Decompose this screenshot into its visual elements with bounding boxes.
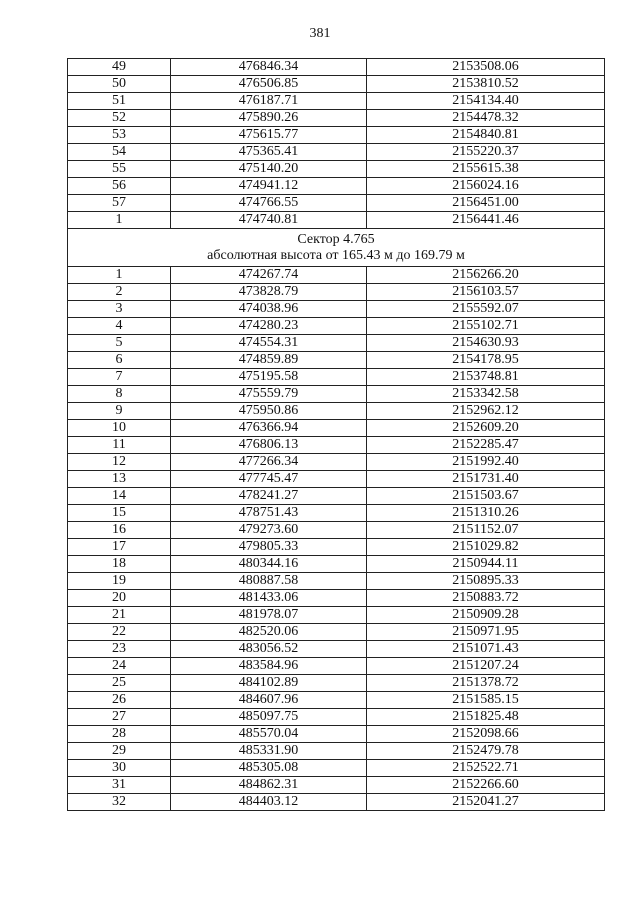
table-row: [68, 403, 605, 420]
point-number-cell: 5: [68, 335, 171, 352]
x-coordinate-cell: 484862.31: [171, 777, 367, 794]
point-number-cell: 15: [68, 505, 171, 522]
y-coordinate-cell: 2152266.60: [367, 777, 605, 794]
point-number-cell: 12: [68, 454, 171, 471]
point-number-cell: 52: [68, 110, 171, 127]
x-coordinate-cell: 483056.52: [171, 641, 367, 658]
y-coordinate-cell: 2151029.82: [367, 539, 605, 556]
point-number-cell: 17: [68, 539, 171, 556]
point-number-cell: 20: [68, 590, 171, 607]
table-row: [68, 505, 605, 522]
table-row: [68, 573, 605, 590]
rows-top: [68, 59, 605, 229]
y-coordinate-cell: 2150909.28: [367, 607, 605, 624]
x-coordinate-cell: 475140.20: [171, 161, 367, 178]
x-coordinate-cell: 476187.71: [171, 93, 367, 110]
x-coordinate-cell: 483584.96: [171, 658, 367, 675]
section-subtitle: абсолютная высота от 165.43 м до 169.79 м: [207, 247, 465, 263]
x-coordinate-cell: 474766.55: [171, 195, 367, 212]
x-coordinate-cell: 474941.12: [171, 178, 367, 195]
table-row: [68, 777, 605, 794]
rows-bottom: [68, 267, 605, 811]
section-header-row: [68, 229, 605, 267]
x-coordinate-cell: 473828.79: [171, 284, 367, 301]
x-coordinate-cell: 484403.12: [171, 794, 367, 811]
x-coordinate-cell: 474554.31: [171, 335, 367, 352]
point-number-cell: 54: [68, 144, 171, 161]
y-coordinate-cell: 2153748.81: [367, 369, 605, 386]
x-coordinate-cell: 485097.75: [171, 709, 367, 726]
point-number-cell: 26: [68, 692, 171, 709]
y-coordinate-cell: 2155220.37: [367, 144, 605, 161]
y-coordinate-cell: 2151310.26: [367, 505, 605, 522]
x-coordinate-cell: 475615.77: [171, 127, 367, 144]
x-coordinate-cell: 479805.33: [171, 539, 367, 556]
x-coordinate-cell: 476806.13: [171, 437, 367, 454]
point-number-cell: 25: [68, 675, 171, 692]
point-number-cell: 50: [68, 76, 171, 93]
point-number-cell: 9: [68, 403, 171, 420]
table-row: [68, 212, 605, 229]
table-row: [68, 539, 605, 556]
y-coordinate-cell: 2151731.40: [367, 471, 605, 488]
x-coordinate-cell: 474267.74: [171, 267, 367, 284]
point-number-cell: 51: [68, 93, 171, 110]
y-coordinate-cell: 2153810.52: [367, 76, 605, 93]
table-row: [68, 301, 605, 318]
x-coordinate-cell: 480887.58: [171, 573, 367, 590]
table-row: [68, 195, 605, 212]
table-row: [68, 454, 605, 471]
x-coordinate-cell: 482520.06: [171, 624, 367, 641]
y-coordinate-cell: 2156441.46: [367, 212, 605, 229]
x-coordinate-cell: 476846.34: [171, 59, 367, 76]
table-row: [68, 93, 605, 110]
table-row: [68, 267, 605, 284]
x-coordinate-cell: 477745.47: [171, 471, 367, 488]
y-coordinate-cell: 2152962.12: [367, 403, 605, 420]
table-row: [68, 675, 605, 692]
y-coordinate-cell: 2154630.93: [367, 335, 605, 352]
x-coordinate-cell: 474740.81: [171, 212, 367, 229]
x-coordinate-cell: 484607.96: [171, 692, 367, 709]
page-number: 381: [309, 26, 331, 41]
y-coordinate-cell: 2156024.16: [367, 178, 605, 195]
point-number-cell: 29: [68, 743, 171, 760]
y-coordinate-cell: 2156103.57: [367, 284, 605, 301]
y-coordinate-cell: 2151585.15: [367, 692, 605, 709]
y-coordinate-cell: 2152609.20: [367, 420, 605, 437]
point-number-cell: 53: [68, 127, 171, 144]
point-number-cell: 49: [68, 59, 171, 76]
section-header-cell: [68, 229, 605, 267]
y-coordinate-cell: 2155102.71: [367, 318, 605, 335]
y-coordinate-cell: 2150883.72: [367, 590, 605, 607]
point-number-cell: 24: [68, 658, 171, 675]
x-coordinate-cell: 475950.86: [171, 403, 367, 420]
y-coordinate-cell: 2152041.27: [367, 794, 605, 811]
y-coordinate-cell: 2154478.32: [367, 110, 605, 127]
table-row: [68, 641, 605, 658]
x-coordinate-cell: 480344.16: [171, 556, 367, 573]
table-row: [68, 658, 605, 675]
table-row: [68, 369, 605, 386]
x-coordinate-cell: 475195.58: [171, 369, 367, 386]
x-coordinate-cell: 484102.89: [171, 675, 367, 692]
point-number-cell: 32: [68, 794, 171, 811]
table-row: [68, 161, 605, 178]
x-coordinate-cell: 475890.26: [171, 110, 367, 127]
table-row: [68, 488, 605, 505]
y-coordinate-cell: 2151071.43: [367, 641, 605, 658]
point-number-cell: 7: [68, 369, 171, 386]
table-row: [68, 624, 605, 641]
y-coordinate-cell: 2151152.07: [367, 522, 605, 539]
table-row: [68, 590, 605, 607]
point-number-cell: 14: [68, 488, 171, 505]
point-number-cell: 1: [68, 212, 171, 229]
point-number-cell: 8: [68, 386, 171, 403]
table-row: [68, 59, 605, 76]
y-coordinate-cell: 2152522.71: [367, 760, 605, 777]
y-coordinate-cell: 2156266.20: [367, 267, 605, 284]
table-row: [68, 794, 605, 811]
y-coordinate-cell: 2154134.40: [367, 93, 605, 110]
point-number-cell: 56: [68, 178, 171, 195]
x-coordinate-cell: 485305.08: [171, 760, 367, 777]
coordinates-table: [67, 58, 605, 811]
y-coordinate-cell: 2151503.67: [367, 488, 605, 505]
y-coordinate-cell: 2152098.66: [367, 726, 605, 743]
x-coordinate-cell: 478241.27: [171, 488, 367, 505]
y-coordinate-cell: 2153508.06: [367, 59, 605, 76]
table-row: [68, 607, 605, 624]
x-coordinate-cell: 477266.34: [171, 454, 367, 471]
point-number-cell: 10: [68, 420, 171, 437]
point-number-cell: 3: [68, 301, 171, 318]
point-number-cell: 55: [68, 161, 171, 178]
y-coordinate-cell: 2151378.72: [367, 675, 605, 692]
table-row: [68, 144, 605, 161]
table-row: [68, 471, 605, 488]
x-coordinate-cell: 478751.43: [171, 505, 367, 522]
x-coordinate-cell: 476506.85: [171, 76, 367, 93]
x-coordinate-cell: 479273.60: [171, 522, 367, 539]
y-coordinate-cell: 2151207.24: [367, 658, 605, 675]
point-number-cell: 13: [68, 471, 171, 488]
section-header-group: [68, 229, 605, 267]
x-coordinate-cell: 481978.07: [171, 607, 367, 624]
point-number-cell: 1: [68, 267, 171, 284]
y-coordinate-cell: 2150971.95: [367, 624, 605, 641]
point-number-cell: 57: [68, 195, 171, 212]
table-row: [68, 420, 605, 437]
table-row: [68, 318, 605, 335]
point-number-cell: 2: [68, 284, 171, 301]
x-coordinate-cell: 475365.41: [171, 144, 367, 161]
x-coordinate-cell: 474859.89: [171, 352, 367, 369]
point-number-cell: 19: [68, 573, 171, 590]
x-coordinate-cell: 476366.94: [171, 420, 367, 437]
x-coordinate-cell: 485570.04: [171, 726, 367, 743]
point-number-cell: 28: [68, 726, 171, 743]
y-coordinate-cell: 2150895.33: [367, 573, 605, 590]
y-coordinate-cell: 2151825.48: [367, 709, 605, 726]
table-row: [68, 284, 605, 301]
table-row: [68, 335, 605, 352]
point-number-cell: 11: [68, 437, 171, 454]
y-coordinate-cell: 2152479.78: [367, 743, 605, 760]
table-row: [68, 556, 605, 573]
table-row: [68, 386, 605, 403]
x-coordinate-cell: 485331.90: [171, 743, 367, 760]
point-number-cell: 23: [68, 641, 171, 658]
x-coordinate-cell: 474280.23: [171, 318, 367, 335]
y-coordinate-cell: 2152285.47: [367, 437, 605, 454]
point-number-cell: 4: [68, 318, 171, 335]
point-number-cell: 18: [68, 556, 171, 573]
point-number-cell: 27: [68, 709, 171, 726]
table-row: [68, 709, 605, 726]
y-coordinate-cell: 2155615.38: [367, 161, 605, 178]
y-coordinate-cell: 2150944.11: [367, 556, 605, 573]
x-coordinate-cell: 474038.96: [171, 301, 367, 318]
point-number-cell: 21: [68, 607, 171, 624]
y-coordinate-cell: 2151992.40: [367, 454, 605, 471]
point-number-cell: 22: [68, 624, 171, 641]
table-row: [68, 437, 605, 454]
table-row: [68, 127, 605, 144]
table-row: [68, 522, 605, 539]
table-row: [68, 110, 605, 127]
point-number-cell: 6: [68, 352, 171, 369]
table-row: [68, 76, 605, 93]
x-coordinate-cell: 481433.06: [171, 590, 367, 607]
y-coordinate-cell: 2155592.07: [367, 301, 605, 318]
point-number-cell: 16: [68, 522, 171, 539]
table-row: [68, 352, 605, 369]
table-row: [68, 692, 605, 709]
y-coordinate-cell: 2154178.95: [367, 352, 605, 369]
y-coordinate-cell: 2153342.58: [367, 386, 605, 403]
x-coordinate-cell: 475559.79: [171, 386, 367, 403]
point-number-cell: 31: [68, 777, 171, 794]
y-coordinate-cell: 2154840.81: [367, 127, 605, 144]
section-title: Сектор 4.765: [297, 231, 375, 247]
table-row: [68, 178, 605, 195]
y-coordinate-cell: 2156451.00: [367, 195, 605, 212]
point-number-cell: 30: [68, 760, 171, 777]
table-row: [68, 726, 605, 743]
table-row: [68, 743, 605, 760]
table-row: [68, 760, 605, 777]
